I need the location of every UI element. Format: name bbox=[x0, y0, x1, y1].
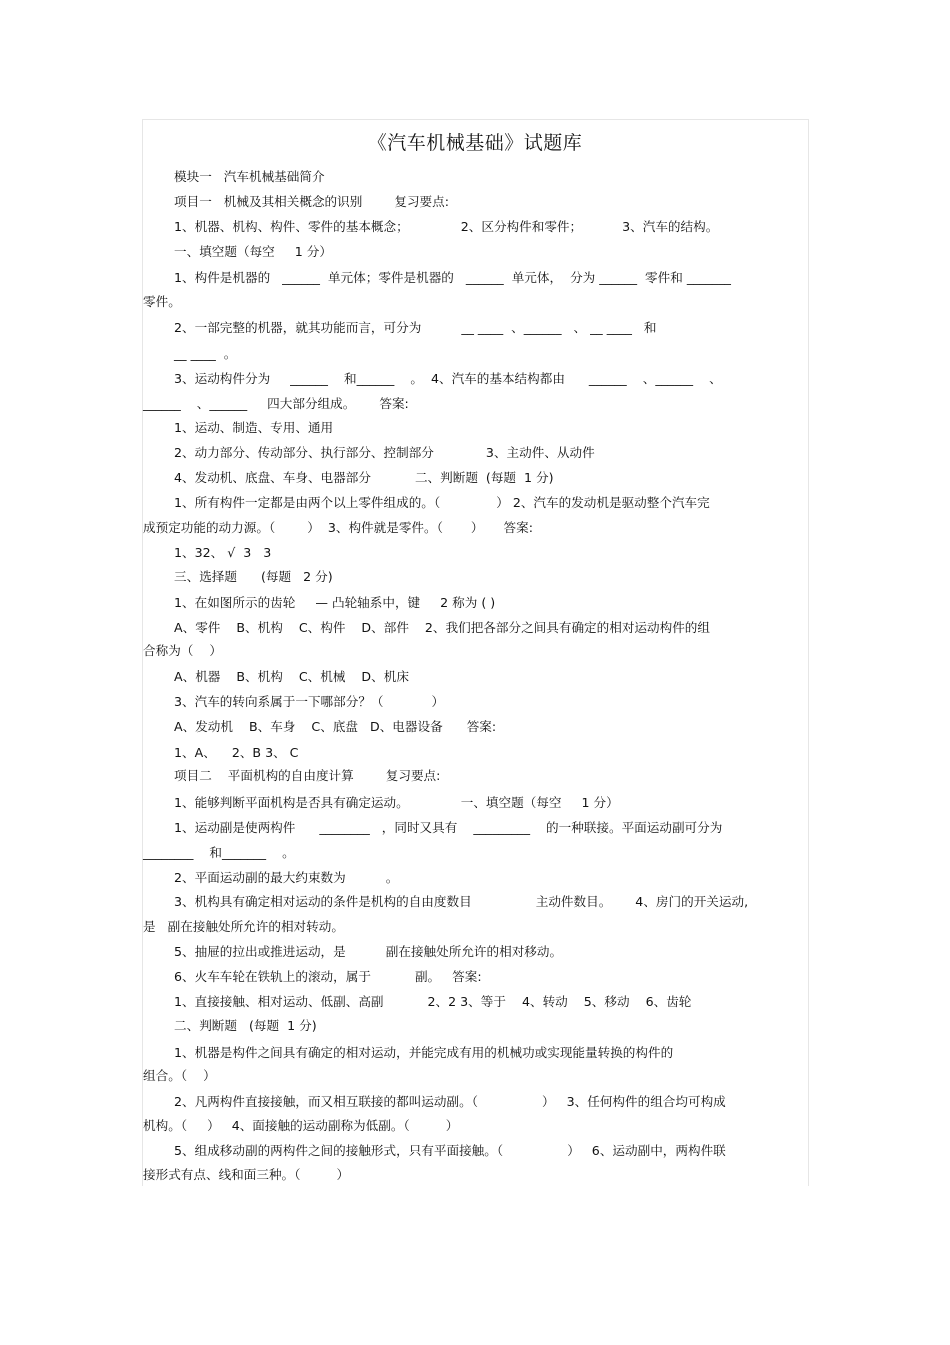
text-line: ________ 和_______ 。 bbox=[143, 845, 295, 860]
text-line: 3、运动构件分为 ______ 和______ 。 4、汽车的基本结构都由 ______ 、______ 、 bbox=[174, 371, 722, 386]
text-line: ______ 、______ 四大部分组成。 答案: bbox=[143, 396, 409, 411]
text-line: 4、发动机、底盘、车身、电器部分 二、判断题 (每题 1 分) bbox=[174, 470, 554, 485]
text-line: 1、直接接触、相对运动、低副、高副 2、2 3、等于 4、转动 5、移动 6、齿轮 bbox=[174, 994, 692, 1009]
text-line: 1、所有构件一定都是由两个以上零件组成的。（ ） 2、汽车的发动机是驱动整个汽车完 bbox=[174, 495, 710, 510]
text-line: 模块一 汽车机械基础简介 bbox=[174, 169, 325, 184]
text-line: 2、一部完整的机器，就其功能而言，可分为 __ ____ 、______ 、 __ ____ 和 bbox=[174, 320, 657, 335]
text-line: 项目二 平面机构的自由度计算 复习要点: bbox=[174, 768, 441, 783]
text-line: 2、动力部分、传动部分、执行部分、控制部分 3、主动件、从动件 bbox=[174, 445, 595, 460]
text-line: 成预定功能的动力源。（ ） 3、构件就是零件。（ ） 答案: bbox=[143, 520, 533, 535]
text-line: 一、填空题（每空 1 分） bbox=[174, 244, 332, 259]
text-line: 1、机器是构件之间具有确定的相对运动，并能完成有用的机械功或实现能量转换的构件的 bbox=[174, 1045, 674, 1060]
text-line: 1、A、 2、B 3、 C bbox=[174, 745, 299, 760]
text-line: 5、抽屉的拉出或推进运动，是 副在接触处所允许的相对移动。 bbox=[174, 944, 563, 959]
text-line: 2、凡两构件直接接触，而又相互联接的都叫运动副。（ ） 3、任何构件的组合均可构成 bbox=[174, 1094, 726, 1109]
text-line: 6、火车车轮在铁轨上的滚动，属于 副。 答案: bbox=[174, 969, 482, 984]
text-line: 5、组成移动副的两构件之间的接触形式，只有平面接触。（ ） 6、运动副中，两构件联 bbox=[174, 1143, 726, 1158]
text-line: 项目一 机械及其相关概念的识别 复习要点: bbox=[174, 194, 449, 209]
text-line: 3、机构具有确定相对运动的条件是机构的自由度数目 主动件数目。 4、房门的开关运动, bbox=[174, 894, 749, 909]
text-line: 1、机器、机构、构件、零件的基本概念； 2、区分构件和零件； 3、汽车的结构。 bbox=[174, 219, 719, 234]
text-line: __ ____ 。 bbox=[174, 346, 237, 361]
text-line: A、零件 B、机构 C、构件 D、部件 2、我们把各部分之间具有确定的相对运动构件的组 bbox=[174, 620, 710, 635]
text-line: 1、运动、制造、专用、通用 bbox=[174, 420, 334, 435]
text-line: 1、构件是机器的 ______ 单元体；零件是机器的 ______ 单元体， 分为 ______ 零件和 _______ bbox=[174, 270, 731, 285]
text-line: 3、汽车的转向系属于一下哪部分？（ ） bbox=[174, 694, 445, 709]
text-line: 组合。（ ） bbox=[143, 1068, 216, 1083]
text-line: 是 副在接触处所允许的相对转动。 bbox=[143, 919, 344, 934]
text-line: 零件。 bbox=[143, 294, 181, 309]
text-line: 2、平面运动副的最大约束数为 。 bbox=[174, 870, 399, 885]
text-line: 接形式有点、线和面三种。（ ） bbox=[143, 1167, 350, 1182]
text-line: 二、判断题 (每题 1 分) bbox=[174, 1018, 317, 1033]
text-line: 1、能够判断平面机构是否具有确定运动。 一、填空题（每空 1 分） bbox=[174, 795, 619, 810]
text-line: 1、运动副是使两构件 ________ ，同时又具有 _________ 的一种联接。平面运动副可分为 bbox=[174, 820, 723, 835]
text-line: 三、选择题 (每题 2 分) bbox=[174, 569, 333, 584]
text-line: 1、在如图所示的齿轮 — 凸轮轴系中，键 2 称为 ( ) bbox=[174, 595, 496, 610]
text-line: A、机器 B、机构 C、机械 D、机床 bbox=[174, 669, 409, 684]
text-line: 1、32、 √ 3 3 bbox=[174, 545, 272, 560]
text-line: 合称为（ ） bbox=[143, 643, 222, 658]
text-line: A、发动机 B、车身 C、底盘 D、电器设备 答案: bbox=[174, 719, 497, 734]
document-title: 《汽车机械基础》试题库 bbox=[367, 132, 583, 154]
text-line: 机构。（ ） 4、面接触的运动副称为低副。（ ） bbox=[143, 1118, 459, 1133]
